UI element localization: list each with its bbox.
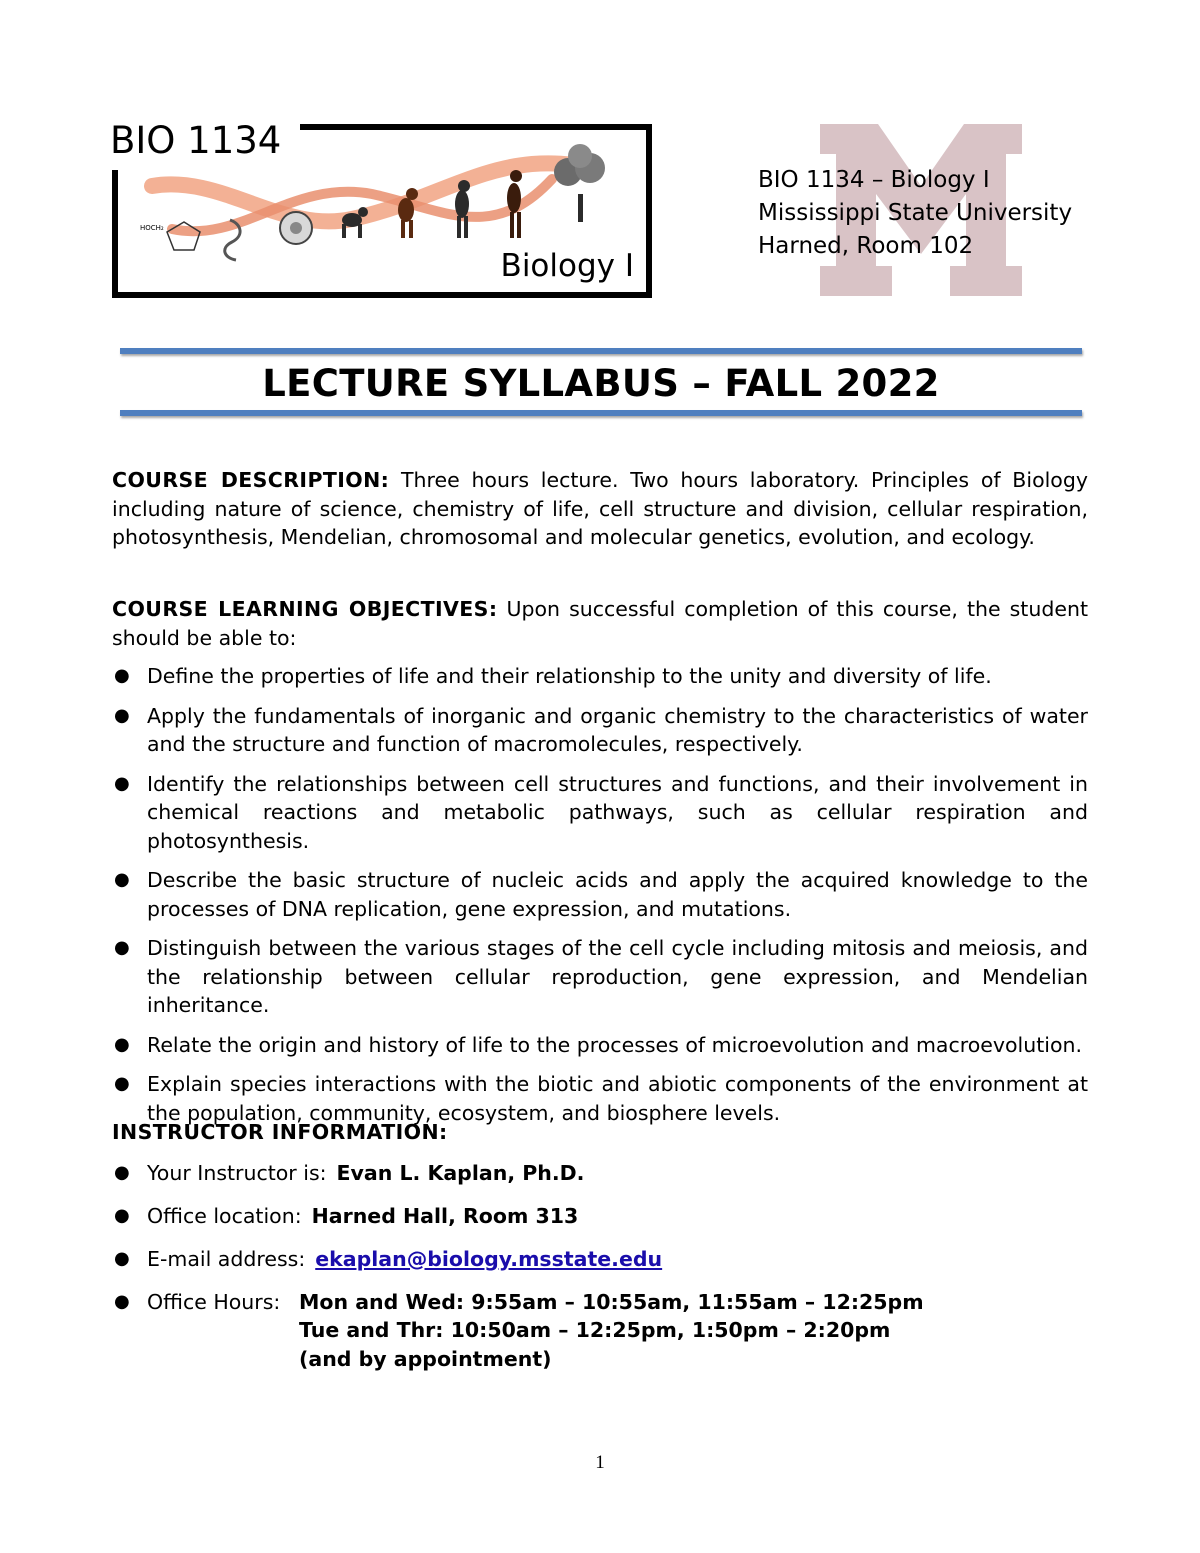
title-rule-top bbox=[120, 348, 1082, 354]
office-hours-line: (and by appointment) bbox=[299, 1346, 552, 1371]
objectives-label: COURSE LEARNING OBJECTIVES: bbox=[112, 597, 498, 621]
objective-text: Identify the relationships between cell structures and functions, and their involvement in chemical reactions and metabolic pathways, such as cellular respiration and photosynthesis. bbox=[147, 771, 1088, 853]
objectives-list bbox=[112, 662, 1088, 1127]
course-info-line-3: Harned, Room 102 bbox=[758, 233, 974, 259]
course-info-line-1: BIO 1134 – Biology I bbox=[758, 167, 990, 193]
bullet-dot-icon: ● bbox=[114, 1247, 130, 1269]
svg-text:HOCH₂: HOCH₂ bbox=[140, 224, 164, 232]
instructor-information bbox=[112, 1118, 1088, 1371]
office-location-label: Office location: bbox=[147, 1203, 302, 1228]
learning-objectives bbox=[112, 595, 1088, 1138]
bullet-dot-icon: ● bbox=[114, 772, 130, 794]
bullet-dot-icon: ● bbox=[114, 704, 130, 726]
list-item bbox=[112, 866, 1088, 923]
office-hours-line: Mon and Wed: 9:55am – 10:55am, 11:55am – 12:25pm bbox=[299, 1289, 924, 1314]
bullet-dot-icon: ● bbox=[114, 869, 130, 890]
course-info-line-2: Mississippi State University bbox=[758, 200, 1073, 226]
title-rule-bottom bbox=[120, 410, 1082, 416]
office-location: Harned Hall, Room 313 bbox=[311, 1203, 579, 1228]
objective-text: Describe the basic structure of nucleic acids and apply the acquired knowledge to the processes of DNA replication, gene expression, and mutations. bbox=[147, 868, 1088, 921]
office-hours-row bbox=[112, 1288, 1088, 1371]
instructor-name-label: Your Instructor is: bbox=[147, 1160, 327, 1185]
bullet-dot-icon: ● bbox=[114, 1290, 130, 1312]
course-logo bbox=[110, 119, 652, 298]
logo-subtitle: Biology I bbox=[500, 248, 634, 284]
email-row bbox=[112, 1245, 1088, 1288]
office-hours-line: Tue and Thr: 10:50am – 12:25pm, 1:50pm – 2:20pm bbox=[299, 1318, 891, 1342]
email-link[interactable]: ekaplan@biology.msstate.edu bbox=[315, 1246, 663, 1271]
objective-text: Explain species interactions with the biotic and abiotic components of the environment at the population, community, ecosystem, and biosphere levels. bbox=[147, 1072, 1088, 1125]
office-hours-label: Office Hours: bbox=[147, 1289, 281, 1314]
list-item bbox=[112, 1031, 1088, 1060]
logo-title-wrap bbox=[110, 119, 289, 163]
page-number: 1 bbox=[595, 1452, 605, 1473]
objective-text: Apply the fundamentals of inorganic and organic chemistry to the characteristics of water and the structure and function of macromolecules, respectively. bbox=[147, 703, 1088, 756]
list-item bbox=[112, 934, 1088, 1020]
objective-text: Define the properties of life and their relationship to the unity and diversity of life. bbox=[147, 664, 992, 688]
instructor-heading: INSTRUCTOR INFORMATION: bbox=[112, 1120, 448, 1144]
list-item bbox=[112, 770, 1088, 856]
list-item bbox=[112, 702, 1088, 759]
bullet-dot-icon: ● bbox=[114, 1204, 130, 1226]
office-hours-values bbox=[299, 1288, 924, 1374]
bullet-dot-icon: ● bbox=[114, 665, 130, 686]
email-label: E-mail address: bbox=[147, 1246, 306, 1271]
bullet-dot-icon: ● bbox=[114, 1073, 130, 1094]
objective-text: Relate the origin and history of life to the processes of microevolution and macroevolution. bbox=[147, 1032, 1083, 1057]
objectives-intro bbox=[112, 595, 1088, 652]
course-info bbox=[758, 164, 1072, 263]
course-description-label: COURSE DESCRIPTION: bbox=[112, 468, 390, 492]
course-description-text: Three hours lecture. Two hours laboratory. Principles of Biology including nature of science, chemistry of life, cell structure and division, cellular respiration, photosynthesis, Mendelian, chromosomal and molecular genetics, evolution, and ecology. bbox=[112, 468, 1088, 549]
list-item bbox=[112, 662, 1088, 691]
course-description bbox=[112, 466, 1088, 552]
bullet-dot-icon: ● bbox=[114, 1033, 130, 1055]
page-title: LECTURE SYLLABUS – FALL 2022 bbox=[262, 362, 940, 405]
office-location-row bbox=[112, 1202, 1088, 1245]
objective-text: Distinguish between the various stages of the cell cycle including mitosis and meiosis, and the relationship between cellular reproduction, gene expression, and Mendelian inheritance. bbox=[147, 936, 1088, 1017]
instructor-name-row bbox=[112, 1159, 1088, 1202]
logo-title: BIO 1134 bbox=[110, 119, 282, 162]
bullet-dot-icon: ● bbox=[114, 937, 130, 958]
bullet-dot-icon: ● bbox=[114, 1161, 130, 1183]
objectives-intro-text: Upon successful completion of this course, the student should be able to: bbox=[112, 597, 1088, 650]
instructor-name: Evan L. Kaplan, Ph.D. bbox=[336, 1160, 585, 1185]
